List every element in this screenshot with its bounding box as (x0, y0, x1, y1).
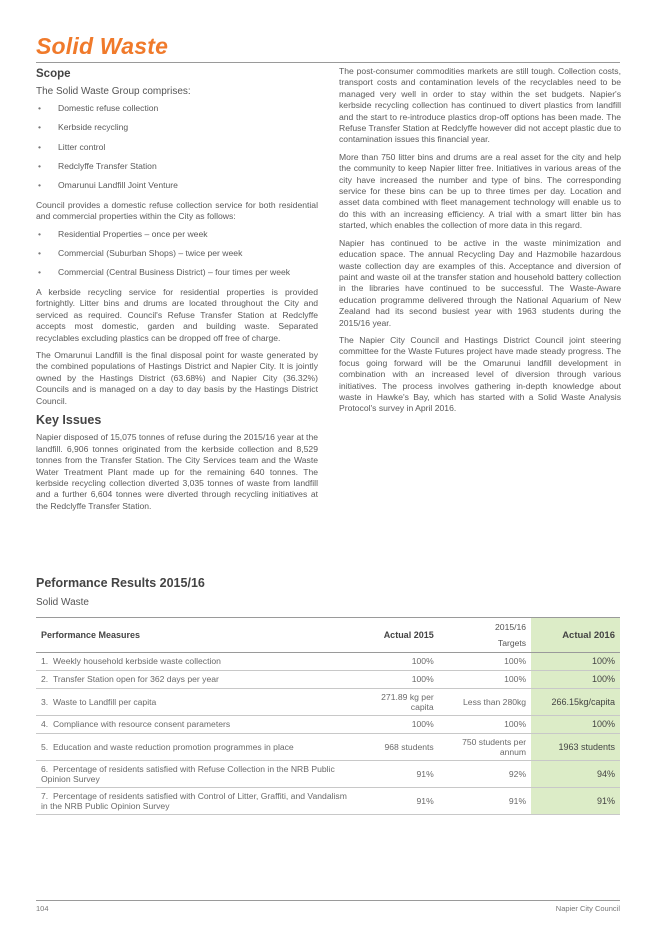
actual-2015-cell: 100% (411, 656, 434, 667)
table-row (36, 734, 620, 761)
header-measures: Performance Measures (41, 630, 141, 640)
table-row (36, 716, 620, 734)
key-issues-paragraph: Napier has continued to be active in the waste minimization and education space. The annual Recycling Day and Hazmobile hazardous waste collection day are examples of this. Acceptance and diversion of paint and waste oil at the transfer station and household battery collection in the libraries have continued to be successful. The Waste-Aware education programme delivered through the National Aquarium of New Zealand had its second busiest year with 1963 students during the 2015/16 year. (339, 237, 621, 328)
measure-cell (36, 788, 358, 815)
footer-organization: Napier City Council (555, 904, 620, 913)
scope-paragraph: The Omarunui Landfill is the final disposal point for waste generated by the combined populations of Hastings District and Napier City. It is jointly owned by the Hastings District (63.68%) and Napier City (36.32%) Councils and is managed on a day to day basis by the Hastings District Council. (36, 349, 318, 406)
scope-paragraph: A kerbside recycling service for residential properties is provided fortnightly. Litter bins and drums are located throughout the City and serviced as required. Council's Refuse Transfer Station at Redclyffe accepts most domestic, garden and building waste. Separated recyclables excluding plastics can be dropped off free of charge. (36, 286, 318, 343)
list-item: • Omarunui Landfill Joint Venture (36, 180, 318, 191)
actual-2016-cell: 91% (531, 788, 620, 815)
scope-intro: The Solid Waste Group comprises: (36, 86, 191, 98)
footer-divider (36, 900, 620, 901)
measure-cell (36, 716, 358, 734)
header-actual-2016: Actual 2016 (531, 618, 620, 653)
table-row (36, 761, 620, 788)
row-number: 7. (41, 790, 49, 801)
actual-2016-cell: 94% (531, 761, 620, 788)
target-cell: Less than 280kg (463, 696, 527, 707)
target-cell: 92% (508, 768, 527, 779)
row-number: 2. (41, 674, 49, 685)
table-row (36, 653, 620, 671)
table-header-row (36, 618, 620, 653)
target-cell: 750 students per annum (462, 736, 527, 757)
actual-2016-cell: 100% (531, 716, 620, 734)
target-cell: 91% (508, 795, 527, 806)
actual-2016-cell: 100% (531, 671, 620, 689)
header-targets (439, 618, 531, 653)
actual-2015-cell: 271.89 kg per capita (381, 691, 434, 712)
row-number: 3. (41, 696, 49, 707)
performance-subtitle: Solid Waste (36, 597, 89, 608)
target-cell: 100% (504, 656, 527, 667)
key-issues-paragraph: More than 750 litter bins and drums are a real asset for the city and help the community to keep Napier litter free. Initiatives in various areas of the city have increased the number and type of bins. The corresponding service for these bins can be up to three times per day. Location and asset data combined with fleet management technology will enable us to do this with an increasing efficiency. A trial with a smart litter bin has started, which enables the collection of more data in this regard. (339, 151, 621, 231)
actual-2015-cell: 100% (411, 719, 434, 730)
measure-text: Compliance with resource consent parameters (52, 719, 231, 730)
actual-2016-cell: 100% (531, 653, 620, 671)
list-item: • Domestic refuse collection (36, 103, 318, 114)
actual-2015-cell: 91% (416, 795, 434, 806)
row-number: 6. (41, 763, 49, 774)
scope-heading: Scope (36, 68, 71, 80)
right-column (339, 66, 621, 421)
title-divider (36, 62, 620, 63)
actual-2016-cell: 266.15kg/capita (531, 689, 620, 716)
key-issues-heading: Key Issues (36, 412, 102, 427)
target-cell: 100% (504, 719, 527, 730)
list-item: • Litter control (36, 142, 318, 153)
performance-title: Peformance Results 2015/16 (36, 576, 205, 590)
measure-text: Waste to Landfill per capita (52, 696, 157, 707)
header-targets-label: Targets (497, 638, 527, 648)
measure-cell (36, 671, 358, 689)
actual-2015-cell: 100% (411, 674, 434, 685)
left-column (36, 66, 318, 518)
row-number: 5. (41, 741, 49, 752)
measure-text: Transfer Station open for 362 days per year (52, 674, 219, 685)
measure-cell (36, 761, 358, 788)
measure-text: Percentage of residents satisfied with Control of Litter, Graffiti, and Vandalism in the NRB Public Opinion Survey (41, 790, 347, 811)
key-issues-paragraph: Napier disposed of 15,075 tonnes of refuse during the 2015/16 year at the landfill. 6,906 tonnes originated from the kerbside collection and 8,529 tonnes from the Transfer Station. The City Services team and the Waste Water Treatment Plant made up for the remaining 640 tonnes. The kerbside recycling collection diverted 3,035 tonnes of waste from landfill and a further 6,604 tonnes were diverted through recycling initiatives at the Redclyffe Transfer Station. (36, 432, 318, 511)
measure-cell (36, 734, 358, 761)
page-number: 104 (36, 904, 49, 913)
key-issues-paragraph: The Napier City Council and Hastings District Council joint steering committee for the Waste Futures project have made steady progress. The focus going forward will be the Omarunui landfill development in combination with an increased level of diversion through various initiatives. The process involves gathering in-depth knowledge about waste in Hawke's Bay, which has started with a Solid Waste Analysis Protocol's survey in April 2016. (339, 334, 621, 414)
target-cell: 100% (504, 674, 527, 685)
measure-cell (36, 689, 358, 716)
service-text: Council provides a domestic refuse collection service for both residential and commercial properties within the City as follows: (36, 199, 318, 222)
measure-text: Education and waste reduction promotion programmes in place (52, 741, 294, 752)
performance-table (36, 617, 620, 815)
list-item: • Commercial (Central Business District) – four times per week (36, 267, 318, 278)
list-item: • Kerbside recycling (36, 122, 318, 133)
actual-2015-cell: 968 students (384, 741, 434, 752)
measure-cell (36, 653, 358, 671)
table-row (36, 671, 620, 689)
table-row (36, 689, 620, 716)
scope-list (36, 103, 318, 192)
service-list (36, 229, 318, 279)
header-year: 2015/16 (495, 622, 527, 632)
header-actual-2015: Actual 2015 (383, 630, 434, 640)
actual-2015-cell: 91% (416, 768, 434, 779)
list-item: • Residential Properties – once per week (36, 229, 318, 240)
key-issues-paragraph: The post-consumer commodities markets are still tough. Collection costs, transport costs and contamination levels of the recyclables need to be managed very well in order to stay within the set budgets. Napier's kerbside recycling collection has continued to divert plastics from landfill and the start to re-introduce plastics drop-off options has been made. The Refuse Transfer Station at Redclyffe however did not accept plastic due to contamination issues this financial year. (339, 66, 621, 145)
measure-text: Weekly household kerbside waste collection (52, 656, 221, 667)
table-row (36, 788, 620, 815)
measure-text: Percentage of residents satisfied with Refuse Collection in the NRB Public Opinion Survey (41, 763, 335, 784)
row-number: 4. (41, 719, 49, 730)
actual-2016-cell: 1963 students (531, 734, 620, 761)
row-number: 1. (41, 656, 49, 667)
list-item: • Commercial (Suburban Shops) – twice per week (36, 248, 318, 259)
page-title: Solid Waste (36, 33, 169, 59)
list-item: • Redclyffe Transfer Station (36, 161, 318, 172)
